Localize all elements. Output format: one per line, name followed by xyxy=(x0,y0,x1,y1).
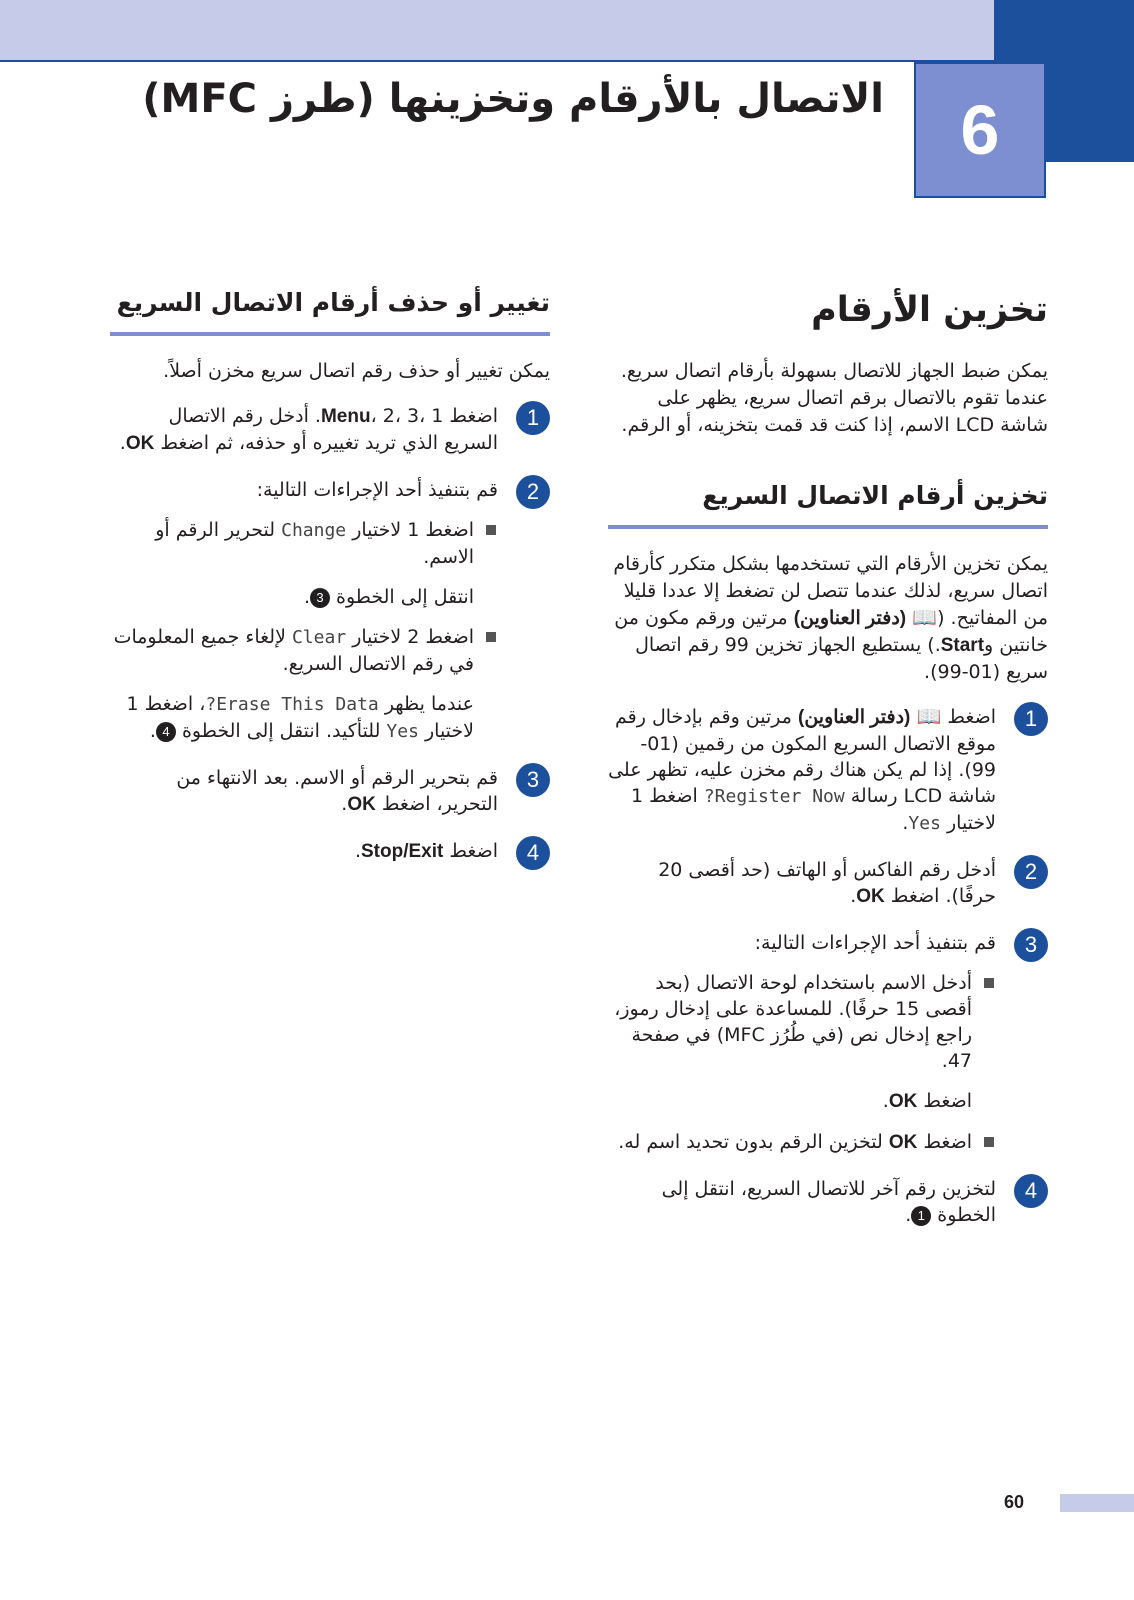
address-book-icon: 📖 xyxy=(916,704,942,728)
store-numbers-intro: يمكن ضبط الجهاز للاتصال بسهولة بأرقام اتصال سريع. عندما تقوم بالاتصال برقم اتصال سريع، يظهر على شاشة LCD الاسم، إذا كنت قد قمت بتخزينه، أو الرقم. xyxy=(620,360,1048,436)
list-item-followup: انتقل إلى الخطوة 3. xyxy=(303,586,474,608)
square-bullet-icon xyxy=(486,525,496,535)
list-item: اضغط OK لتخزين الرقم بدون تحديد اسم له. xyxy=(608,1129,996,1156)
step-number: 4 xyxy=(1014,1174,1048,1208)
square-bullet-icon xyxy=(984,978,994,988)
store-speed-dial-intro: يمكن تخزين الأرقام التي تستخدمها بشكل متكرر كأرقام اتصال سريع، لذلك عندما تتصل لن تضغط إلا عددا قليلا من المفاتيح. (📖 (دفتر العناوين) مرتين ورقم مكون من خانتين وStart.) يستطيع الجهاز تخزين 99 رقم اتصال سريع (01-99). xyxy=(613,553,1048,683)
section-title-store-numbers: تخزين الأرقام xyxy=(811,290,1048,330)
store-step-4: 4 لتخزين رقم آخر للاتصال السريع، انتقل إلى الخطوة 1. xyxy=(608,1176,1048,1228)
list-item-followup: عندما يظهر Erase This Data?، اضغط 1 لاختيار Yes للتأكيد. انتقل إلى الخطوة 4. xyxy=(126,693,474,742)
change-step-1: 1 اضغط Menu، 2، 3، 1. أدخل رقم الاتصال السريع الذي تريد تغييره أو حذفه، ثم اضغط OK. xyxy=(110,403,550,457)
section-title-change-delete: تغيير أو حذف أرقام الاتصال السريع xyxy=(110,288,550,336)
list-item: اضغط 2 لاختيار Clear لإلغاء جميع المعلومات في رقم الاتصال السريع. xyxy=(110,624,498,677)
step-number: 3 xyxy=(516,763,550,797)
chapter-number: 6 xyxy=(914,62,1046,198)
chapter-title: الاتصال بالأرقام وتخزينها (طرز MFC) xyxy=(142,76,884,122)
square-bullet-icon xyxy=(486,632,496,642)
footer-band xyxy=(1060,1494,1134,1512)
right-column xyxy=(608,288,1048,1248)
step-number: 4 xyxy=(516,836,550,870)
page-number: 60 xyxy=(1004,1492,1025,1512)
list-item-followup: اضغط OK. xyxy=(882,1090,972,1112)
step-reference-icon: 1 xyxy=(911,1206,931,1226)
left-column xyxy=(110,288,550,885)
square-bullet-icon xyxy=(984,1137,994,1147)
subsection-title-store-speed-dial: تخزين أرقام الاتصال السريع xyxy=(608,481,1048,529)
change-step-4: 4 اضغط Stop/Exit. xyxy=(110,838,550,865)
store-step-3: 3 قم بتنفيذ أحد الإجراءات التالية: أدخل الاسم باستخدام لوحة الاتصال (بحد أقصى 15 حرفًا). للمساعدة على إدخال رموز، راجع إدخال نص (في طُرُز MFC) في صفحة 47. اضغط OK. اضغط OK لتخزين الرقم بدون تحديد اسم له. xyxy=(608,930,1048,1156)
store-step-1: 1 اضغط 📖 (دفتر العناوين) مرتين وقم بإدخال رقم موقع الاتصال السريع المكون من رقمين (01-99). إذا لم يكن هناك رقم مخزن عليه، تظهر على شاشة LCD رسالة Register Now? اضغط 1 لاختيار Yes. xyxy=(608,704,1048,837)
header-band xyxy=(0,0,994,60)
step-number: 1 xyxy=(516,401,550,435)
store-step-2: 2 أدخل رقم الفاكس أو الهاتف (حد أقصى 20 حرفًا). اضغط OK. xyxy=(608,857,1048,910)
lcd-message: Register Now? xyxy=(703,786,845,807)
step-number: 1 xyxy=(1014,702,1048,736)
list-item: أدخل الاسم باستخدام لوحة الاتصال (بحد أقصى 15 حرفًا). للمساعدة على إدخال رموز، راجع إدخال نص (في طُرُز MFC) في صفحة 47. xyxy=(608,970,996,1074)
list-item: اضغط 1 لاختيار Change لتحرير الرقم أو الاسم. xyxy=(110,517,498,570)
step-reference-icon: 3 xyxy=(310,588,330,608)
step-number: 2 xyxy=(516,475,550,509)
step-number: 3 xyxy=(1014,928,1048,962)
change-step-3: 3 قم بتحرير الرقم أو الاسم. بعد الانتهاء من التحرير، اضغط OK. xyxy=(110,765,550,818)
step-number: 2 xyxy=(1014,855,1048,889)
header-rule xyxy=(0,60,994,62)
address-book-icon: 📖 xyxy=(912,605,938,629)
step-reference-icon: 4 xyxy=(156,722,176,742)
change-step-2: 2 قم بتنفيذ أحد الإجراءات التالية: اضغط 1 لاختيار Change لتحرير الرقم أو الاسم. انتقل إلى الخطوة 3. اضغط 2 لاختيار Clear لإلغاء جميع المعلومات في رقم الاتصال السريع. عندما يظهر Erase This Data?، اضغط 1 لاختيار Yes للتأكيد. انتقل إلى الخطوة 4. xyxy=(110,477,550,745)
change-delete-intro: يمكن تغيير أو حذف رقم اتصال سريع مخزن أصلاً. xyxy=(163,360,550,382)
